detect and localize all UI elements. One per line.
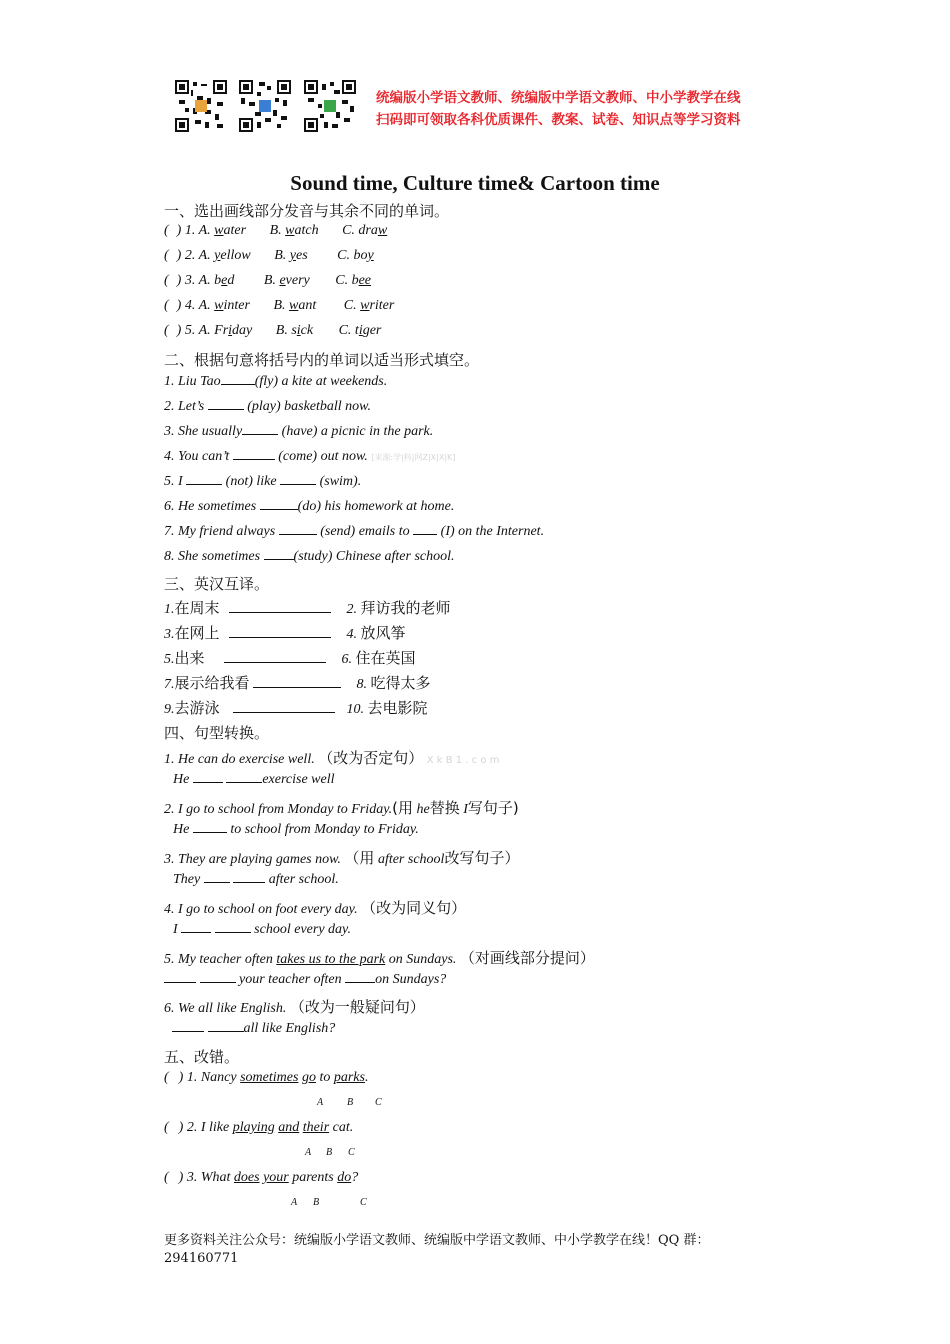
section-2-item-2: 2. Let’s (play) basketball now.: [164, 399, 371, 414]
answer-blank[interactable]: [208, 398, 244, 410]
section-2-item-7: 7. My friend always (send) emails to (I) on the Internet.: [164, 524, 545, 539]
page-title: Sound time, Culture time& Cartoon time: [290, 171, 660, 195]
section-4-question-4: 4. I go to school on foot every day. （改为同义句）: [164, 899, 467, 917]
answer-blank[interactable]: [172, 1020, 204, 1032]
section-4-question-3: 3. They are playing games now. （用 after school改写句子）: [164, 849, 520, 867]
answer-blank[interactable]: [226, 771, 262, 783]
section-2-item-8: 8. She sometimes (study) Chinese after school.: [164, 549, 455, 564]
answer-blank[interactable]: [233, 448, 275, 460]
section-2-item-3: 3. She usually (have) a picnic in the park.: [164, 424, 434, 439]
answer-blank[interactable]: [215, 921, 251, 933]
section-3-row-1: 1.在周末 2. 拜访我的老师: [164, 599, 451, 617]
answer-blank[interactable]: [164, 971, 196, 983]
option-label-b: B: [347, 1097, 354, 1108]
answer-blank[interactable]: [345, 971, 375, 983]
answer-blank[interactable]: [233, 871, 265, 883]
promo-banner-line-1: 统编版小学语文教师、统编版中学语文教师、中小学教学在线: [376, 90, 741, 106]
section-4-question-5: 5. My teacher often takes us to the park on Sundays. （对画线部分提问）: [164, 949, 595, 967]
qr-code-1: [175, 80, 227, 132]
answer-blank[interactable]: [242, 423, 278, 435]
section-2-item-5: 5. I (not) like (swim).: [164, 474, 362, 489]
option-label-c: C: [375, 1097, 382, 1108]
section-3-row-2: 3.在网上 4. 放风筝: [164, 624, 406, 642]
qr-code-2: [239, 80, 291, 132]
answer-blank[interactable]: [280, 473, 316, 485]
answer-blank[interactable]: [253, 676, 341, 688]
section-3-row-5: 9.去游泳 10. 去电影院: [164, 699, 428, 717]
section-5-item-1: ( ) 1. Nancy sometimes go to parks.: [164, 1070, 369, 1085]
answer-blank[interactable]: [186, 473, 222, 485]
answer-blank[interactable]: [221, 373, 255, 385]
footer-line-1: 更多资料关注公众号：统编版小学语文教师、统编版中学语文教师、中小学教学在线！QQ 群：: [164, 1233, 710, 1248]
answer-blank[interactable]: [264, 548, 294, 560]
answer-blank[interactable]: [181, 921, 211, 933]
answer-blank[interactable]: [193, 821, 227, 833]
answer-blank[interactable]: [204, 871, 230, 883]
section-4-answer-2: He to school from Monday to Friday.: [173, 822, 419, 837]
footer-line-2: 294160771: [164, 1251, 239, 1266]
section-1-item-3: ( ) 3. A. bed B. every C. bee: [164, 273, 372, 288]
answer-blank[interactable]: [233, 701, 335, 713]
section-1-item-5: ( ) 5. A. Friday B. sick C. tiger: [164, 323, 382, 338]
section-2-item-1: 1. Liu Tao (fly) a kite at weekends.: [164, 374, 388, 389]
watermark-text: X k B 1 . c o m: [426, 755, 500, 766]
option-label-a: A: [305, 1147, 312, 1158]
section-4-question-1: 1. He can do exercise well. （改为否定句） X k B 1 . c o m: [164, 749, 500, 767]
section-5-item-3: ( ) 3. What does your parents do?: [164, 1170, 359, 1185]
qr-code-3: [304, 80, 356, 132]
section-5-heading: 五、改错。: [164, 1048, 240, 1066]
section-4-question-6: 6. We all like English. （改为一般疑问句）: [164, 998, 425, 1016]
watermark-text: [来源:学|科|网Z|X|X|K]: [371, 453, 456, 462]
answer-blank[interactable]: [224, 651, 326, 663]
section-4-answer-1: He exercise well: [173, 772, 335, 787]
section-4-answer-5: your teacher often on Sundays?: [164, 971, 446, 988]
section-4-answer-6: all like English?: [172, 1020, 335, 1037]
section-1-item-4: ( ) 4. A. winter B. want C. writer: [164, 298, 395, 313]
promo-banner-line-2: 扫码即可领取各科优质课件、教案、试卷、知识点等学习资料: [376, 112, 741, 128]
section-3-row-3: 5.出来 6. 住在英国: [164, 649, 416, 667]
option-label-b: B: [326, 1147, 333, 1158]
section-4-heading: 四、句型转换。: [164, 724, 270, 742]
option-label-c: C: [360, 1197, 367, 1208]
section-1-heading: 一、选出画线部分发音与其余不同的单词。: [164, 202, 450, 220]
option-label-a: A: [291, 1197, 298, 1208]
section-5-item-2: ( ) 2. I like playing and their cat.: [164, 1120, 354, 1135]
option-label-c: C: [348, 1147, 355, 1158]
option-label-b: B: [313, 1197, 320, 1208]
section-4-question-2: 2. I go to school from Monday to Friday.(用 he替换 I写句子): [164, 799, 519, 817]
section-4-answer-4: I school every day.: [173, 922, 351, 937]
footer-note: [164, 1232, 804, 1268]
answer-blank[interactable]: [200, 971, 236, 983]
option-label-a: A: [317, 1097, 324, 1108]
section-1-item-2: ( ) 2. A. yellow B. yes C. boy: [164, 248, 374, 263]
section-2-item-4: 4. You can’t (come) out now. [来源:学|科|网Z|X|X|K]: [164, 449, 456, 464]
answer-blank[interactable]: [229, 601, 331, 613]
answer-blank[interactable]: [229, 626, 331, 638]
section-4-answer-3: They after school.: [173, 872, 339, 887]
answer-blank[interactable]: [208, 1020, 244, 1032]
section-2-heading: 二、根据句意将括号内的单词以适当形式填空。: [164, 351, 480, 369]
section-3-row-4: 7.展示给我看 8. 吃得太多: [164, 674, 431, 692]
section-3-heading: 三、英汉互译。: [164, 575, 270, 593]
answer-blank[interactable]: [413, 523, 437, 535]
answer-blank[interactable]: [260, 498, 298, 510]
answer-blank[interactable]: [279, 523, 317, 535]
section-1-item-1: ( ) 1. A. water B. watch C. draw: [164, 223, 388, 238]
answer-blank[interactable]: [193, 771, 223, 783]
section-2-item-6: 6. He sometimes (do) his homework at home.: [164, 499, 455, 514]
